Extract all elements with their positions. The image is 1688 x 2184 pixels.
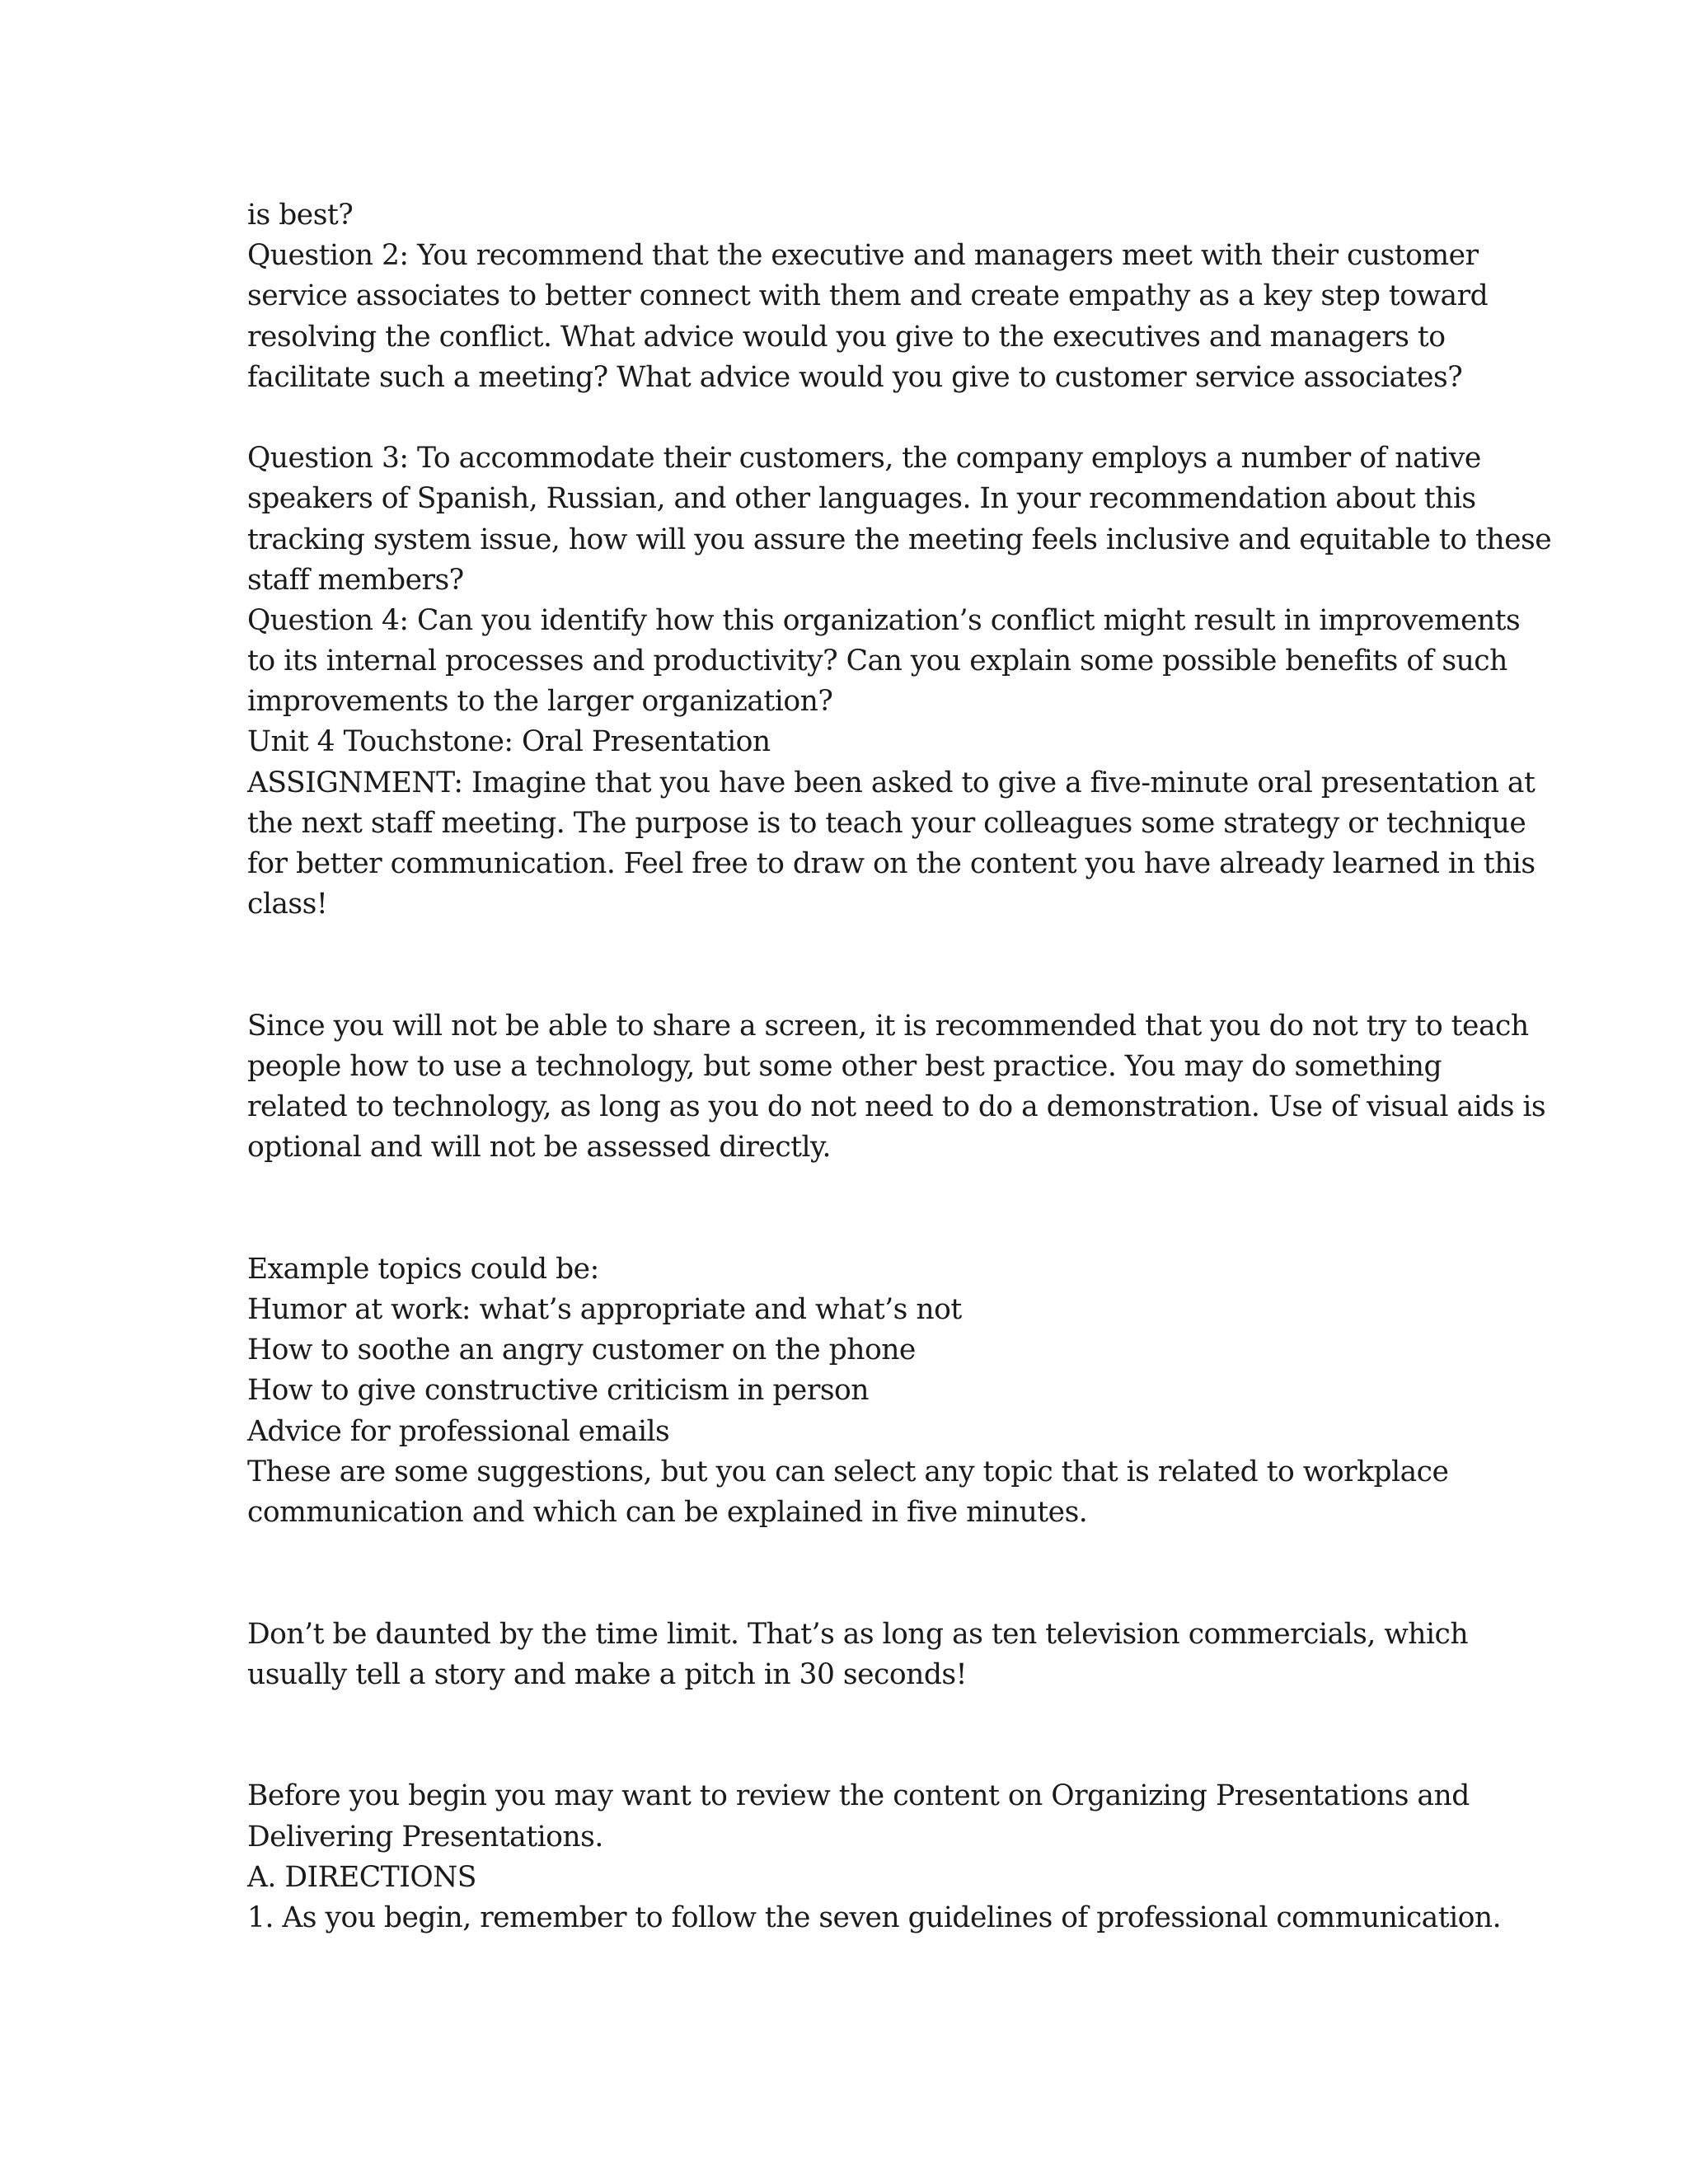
text-line: usually tell a story and make a pitch in 30 seconds! bbox=[247, 1657, 967, 1691]
list-intro: Example topics could be: bbox=[247, 1252, 599, 1286]
blank-line bbox=[247, 1209, 1459, 1249]
question-4-line: Question 4: Can you identify how this organization’s conflict might result in improvements bbox=[247, 603, 1521, 637]
list-item: How to give constructive criticism in person bbox=[247, 1374, 870, 1408]
text-line: staff members? bbox=[247, 563, 464, 597]
blank-line bbox=[247, 1736, 1459, 1776]
blank-line bbox=[247, 1695, 1459, 1736]
text-line: These are some suggestions, but you can select any topic that is related to workplace bbox=[247, 1455, 1449, 1488]
text-line: improvements to the larger organization? bbox=[247, 685, 833, 719]
text-line: Since you will not be able to share a screen, it is recommended that you do not try to teach bbox=[247, 1009, 1529, 1043]
blank-line bbox=[247, 1169, 1459, 1209]
blank-line bbox=[247, 398, 1459, 438]
text-line: resolving the conflict. What advice would you give to the executives and managers to bbox=[247, 320, 1446, 354]
text-line: class! bbox=[247, 888, 328, 921]
document-body bbox=[247, 195, 1552, 1938]
list-item: How to soothe an angry customer on the phone bbox=[247, 1333, 916, 1367]
text-line: to its internal processes and productivity? Can you explain some possible benefits of such bbox=[247, 644, 1507, 678]
list-item: Humor at work: what’s appropriate and what’s not bbox=[247, 1293, 962, 1327]
assignment-line: ASSIGNMENT: Imagine that you have been asked to give a five-minute oral presentation at bbox=[247, 766, 1536, 799]
list-item: Advice for professional emails bbox=[247, 1414, 670, 1448]
text-line: Delivering Presentations. bbox=[247, 1820, 603, 1854]
text-line: Before you begin you may want to review the content on Organizing Presentations and bbox=[247, 1779, 1470, 1813]
section-heading: Unit 4 Touchstone: Oral Presentation bbox=[247, 725, 771, 759]
text-line: optional and will not be assessed directly. bbox=[247, 1131, 831, 1165]
text-line: related to technology, as long as you do not need to do a demonstration. Use of visual aids is bbox=[247, 1090, 1546, 1124]
blank-line bbox=[247, 1573, 1459, 1614]
text-line: Don’t be daunted by the time limit. That’s as long as ten television commercials, which bbox=[247, 1617, 1469, 1651]
text-line: facilitate such a meeting? What advice would you give to customer service associates? bbox=[247, 360, 1463, 394]
text-line: speakers of Spanish, Russian, and other languages. In your recommendation about this bbox=[247, 482, 1476, 516]
blank-line bbox=[247, 966, 1459, 1006]
question-3-line: Question 3: To accommodate their customers, the company employs a number of native bbox=[247, 442, 1481, 476]
blank-line bbox=[247, 925, 1459, 965]
text-line: service associates to better connect with them and create empathy as a key step toward bbox=[247, 279, 1489, 313]
text-line: is best? bbox=[247, 199, 354, 232]
numbered-item: 1. As you begin, remember to follow the seven guidelines of professional communication. bbox=[247, 1900, 1502, 1934]
text-line: for better communication. Feel free to draw on the content you have already learned in this bbox=[247, 847, 1536, 880]
text-line: the next staff meeting. The purpose is to teach your colleagues some strategy or technique bbox=[247, 806, 1526, 840]
text-line: tracking system issue, how will you assure the meeting feels inclusive and equitable to these bbox=[247, 523, 1552, 556]
text-line: communication and which can be explained in five minutes. bbox=[247, 1496, 1088, 1529]
question-2-line: Question 2: You recommend that the executive and managers meet with their customer bbox=[247, 239, 1479, 273]
section-heading: A. DIRECTIONS bbox=[247, 1860, 476, 1894]
text-line: people how to use a technology, but some other best practice. You may do something bbox=[247, 1049, 1442, 1083]
blank-line bbox=[247, 1533, 1459, 1573]
